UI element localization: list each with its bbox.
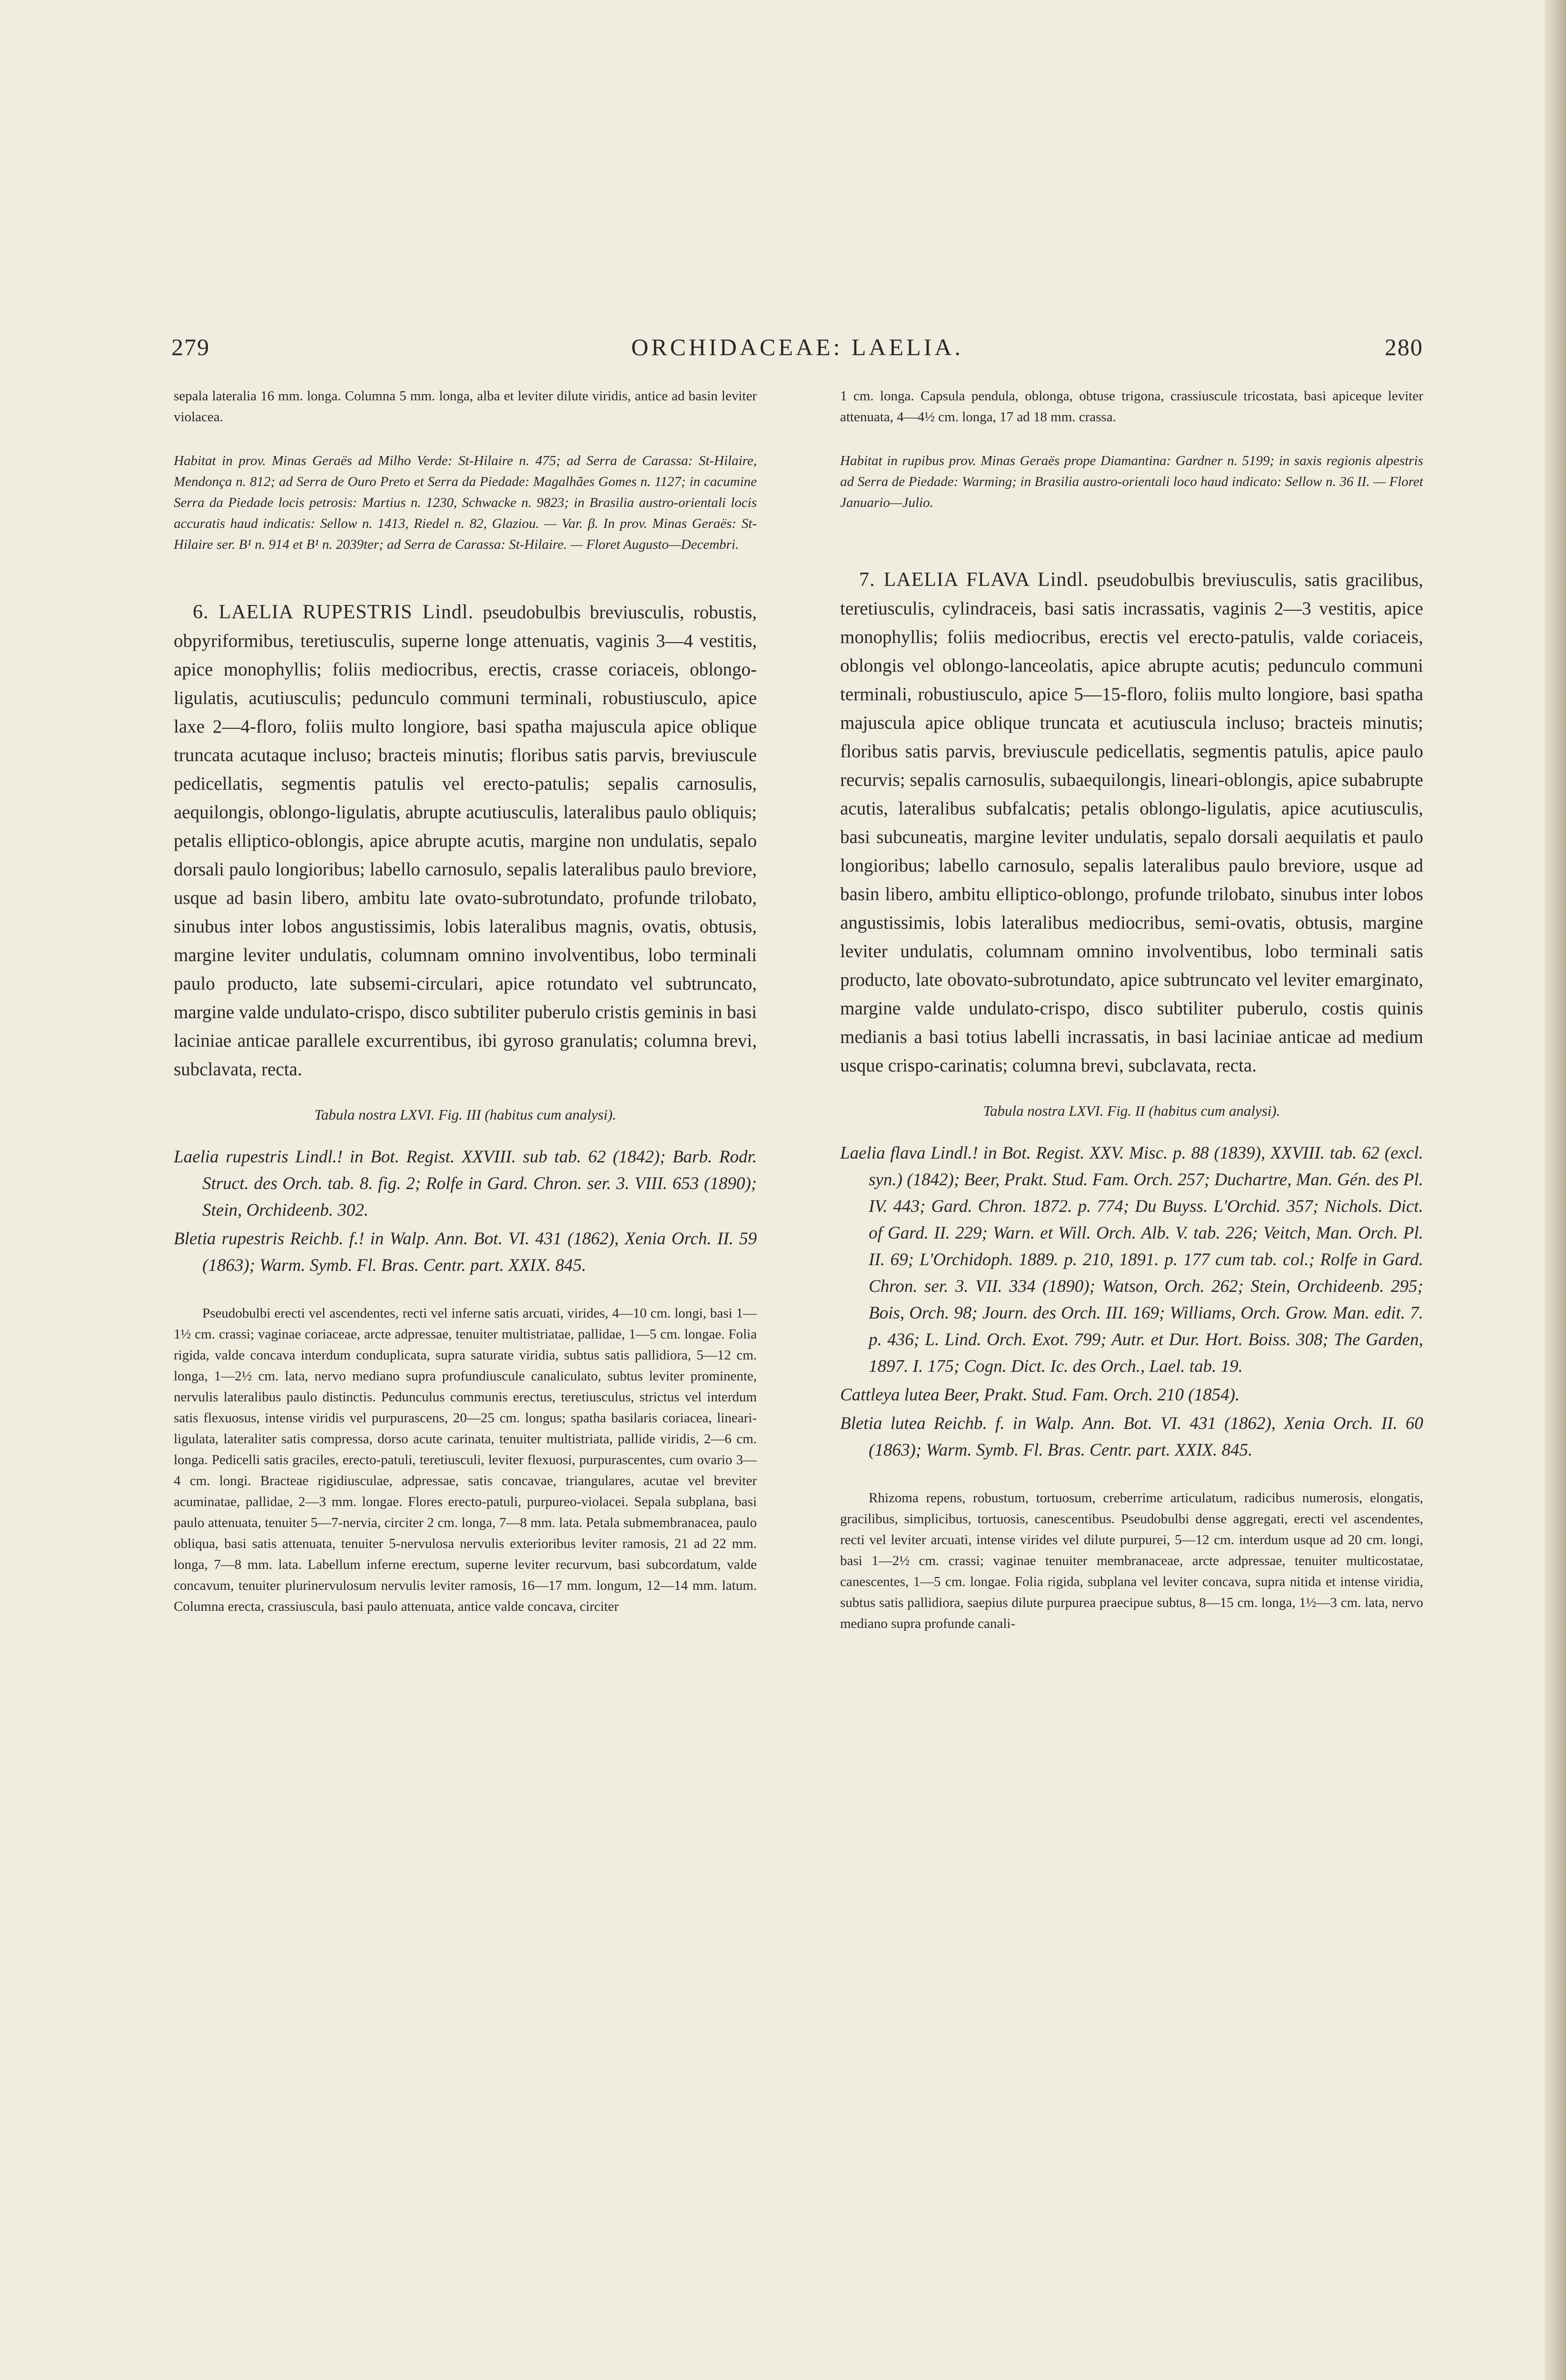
synonym-reference: Bletia rupestris Reichb. f.! in Walp. Ann. Bot. VI. 431 (1862), Xenia Orch. II. 59 (1863); Warm. Symb. Fl. Bras. Centr. part. XXIX. 845. [174,1229,757,1275]
left-column [174,386,757,2356]
synonym-reference: Cattleya lutea Beer, Prakt. Stud. Fam. Orch. 210 (1854). [840,1385,1240,1405]
species-heading: 6. LAELIA RUPESTRIS Lindl. [193,601,474,623]
page-number-right: 280 [1385,334,1423,360]
habitat-paragraph: Habitat in rupibus prov. Minas Geraës prope Diamantina: Gardner n. 5199; in saxis regionis alpestris ad Serra de Piedade: Warming; in Brasilia austro-orientali loco haud indicato: Sellow n. 36 II. — Floret Januario—Julio. [840,453,1423,510]
synonym-reference: Bletia lutea Reichb. f. in Walp. Ann. Bot. VI. 431 (1862), Xenia Orch. II. 60 (1863); Warm. Symb. Fl. Bras. Centr. part. XXIX. 845. [840,1414,1423,1460]
right-column [840,386,1423,2356]
species-description [840,565,1423,1080]
detailed-description: Pseudobulbi erecti vel ascendentes, recti vel inferne satis arcuati, virides, 4—10 cm. longi, basi 1—1½ cm. crassi; vaginae coriaceae, arcte adpressae, tenuiter multistriatae, pallidae, 1—5 cm. longae. Folia rigida, valde concava interdum conduplicata, supra saturate viridia, subtus satis pallidiora, 5—12 cm. longa, 1—2½ cm. lata, nervo mediano supra profundiuscule canaliculato, subtus leviter prominente, nervulis lateralibus paulo distinctis. Pedunculus communis erectus, teretiusculus, strictus vel interdum satis flexuosus, intense viridis vel purpurascens, 20—25 cm. longus; spatha basilaris coriacea, lineari-ligulata, lateraliter satis compressa, dorso acute carinata, tenuiter multistriata, pallide viridis, 2—6 cm. longa. Pedicelli satis graciles, erecto-patuli, teretiusculi, leviter flexuosi, purpurascentes, cum ovario 3—4 cm. longi. Bracteae rigidiusculae, adpressae, satis concavae, triangulares, acutae vel breviter acuminatae, pallidae, 2—3 mm. longae. Flores erecto-patuli, purpureo-violacei. Sepala subplana, basi paulo attenuata, tenuiter 5—7-nervia, circiter 2 cm. longa, 7—8 mm. lata. Petala submembranacea, paulo obliqua, basi satis attenuata, tenuiter 5-nervulosa nervulis exterioribus leviter ramosis, 21 ad 22 mm. longa, 7—8 mm. lata. Labellum inferne erectum, superne leviter recurvum, basi subcordatum, valde concavum, tenuiter plurinervulosum nervulis leviter ramosis, 16—17 mm. longum, 12—14 mm. latum. Columna erecta, crassiuscula, basi paulo attenuata, antice valde concava, circiter [174,1306,757,1614]
species-heading: 7. LAELIA FLAVA Lindl. [859,569,1089,591]
column-continuation-text: sepala lateralia 16 mm. longa. Columna 5 mm. longa, alba et leviter dilute viridis, antice ad basin leviter violacea. [174,388,757,425]
plate-reference: Tabula nostra LXVI. Fig. II (habitus cum analysi). [983,1102,1280,1119]
running-title: ORCHIDACEAE: LAELIA. [631,334,963,360]
page-edge-shadow [1545,0,1566,2380]
species-diagnosis: pseudobulbis breviusculis, satis gracilibus, teretiusculis, cylindraceis, basi satis incrassatis, vaginis 2—3 vestitis, apice monophyllis; foliis mediocribus, erectis vel erecto-patulis, valde coriaceis, oblongis vel oblongo-lanceolatis, apice abrupte acutis; pedunculo communi terminali, robustiusculo, apice 5—15-floro, foliis multo longiore, basi spatha majuscula apice oblique truncata et acutiuscula incluso; bracteis minutis; floribus satis parvis, breviuscule pedicellatis, segmentis patulis, apice paulo recurvis; sepalis carnosulis, subaequilongis, lineari-oblongis, apice subabrupte acutis, lateralibus subfalcatis; petalis oblongo-ligulatis, apice acutiusculis, basi subcuneatis, margine leviter undulatis, sepalo dorsali aequilatis et paulo longioribus; labello carnosulo, sepalis lateralibus paulo breviore, usque ad basin libero, ambitu elliptico-oblongo, profunde trilobato, sinubus inter lobos angustissimis, lobis lateralibus mediocribus, semi-ovatis, obtusis, margine leviter undulatis, columnam omnino involventibus, lobo terminali satis producto, late obovato-subrotundato, apice subtruncato vel leviter emarginato, margine valde undulato-crispo, disco subtiliter puberulo, costis quinis medianis a basi totius labelli incrassatis, in basi laciniae anticae ad medium usque crispo-carinatis; columna brevi, subclavata, recta. [840,570,1423,1076]
synonym-reference: Laelia rupestris Lindl.! in Bot. Regist. XXVIII. sub tab. 62 (1842); Barb. Rodr. Struct. des Orch. tab. 8. fig. 2; Rolfe in Gard. Chron. ser. 3. VIII. 653 (1890); Stein, Orchideenb. 302. [174,1147,757,1220]
species-description [174,598,757,1084]
habitat-paragraph: Habitat in prov. Minas Geraës ad Milho Verde: St-Hilaire n. 475; ad Serra de Carassa: St-Hilaire, Mendonça n. 812; ad Serra de Ouro Preto et Serra da Piedade: Magalhães Gomes n. 1127; in cacumine Serra da Piedade locis petrosis: Martius n. 1230, Schwacke n. 9823; in Brasilia austro-orientali locis accuratis haud indicatis: Sellow n. 1413, Riedel n. 82, Glaziou. — Var. β. In prov. Minas Geraës: St-Hilaire ser. B¹ n. 914 et B¹ n. 2039ter; ad Serra de Carassa: St-Hilaire. — Floret Augusto—Decembri. [174,453,757,552]
species-diagnosis: pseudobulbis breviusculis, robustis, obpyriformibus, teretiusculis, superne longe attenuatis, vaginis 3—4 vestitis, apice monophyllis; foliis mediocribus, erectis, crasse coriaceis, oblongo-ligulatis, acutiusculis; pedunculo communi terminali, robustiusculo, apice laxe 2—4-floro, foliis multo longiore, basi spatha majuscula apice oblique truncata acutaque incluso; bracteis minutis; floribus satis parvis, breviuscule pedicellatis, segmentis patulis vel erecto-patulis; sepalis carnosulis, aequilongis, oblongo-ligulatis, abrupte acutiusculis, lateralibus paulo obliquis; petalis elliptico-oblongis, apice abrupte acutis, margine non undulatis, sepalo dorsali paulo longioribus; labello carnosulo, sepalis lateralibus paulo breviore, usque ad basin libero, ambitu late ovato-subrotundato, profunde trilobato, sinubus inter lobos angustissimis, lobis lateralibus magnis, ovatis, obtusis, margine leviter undulatis, columnam omnino involventibus, lobo terminali paulo producto, late subsemi-circulari, apice rotundato vel subtruncato, margine valde undulato-crispo, disco subtiliter puberulo cristis geminis in basi laciniae anticae parallele excurrentibus, ibi gyroso granulatis; columna brevi, subclavata, recta. [174,602,757,1080]
page-number-left: 279 [171,334,210,360]
synonym-reference: Laelia flava Lindl.! in Bot. Regist. XXV. Misc. p. 88 (1839), XXVIII. tab. 62 (excl. syn.) (1842); Beer, Prakt. Stud. Fam. Orch. 257; Duchartre, Man. Gén. des Pl. IV. 443; Gard. Chron. 1872. p. 774; Du Buyss. L'Orchid. 357; Nichols. Dict. of Gard. II. 229; Warn. et Will. Orch. Alb. V. tab. 226; Veitch, Man. Orch. Pl. II. 69; L'Orchidoph. 1889. p. 210, 1891. p. 177 cum tab. col.; Rolfe in Gard. Chron. ser. 3. VII. 334 (1890); Watson, Orch. 262; Stein, Orchideenb. 295; Bois, Orch. 98; Journ. des Orch. III. 169; Williams, Orch. Grow. Man. edit. 7. p. 436; L. Lind. Orch. Exot. 799; Autr. et Dur. Hort. Boiss. 308; The Garden, 1897. I. 175; Cogn. Dict. Ic. des Orch., Lael. tab. 19. [840,1143,1423,1376]
plate-reference: Tabula nostra LXVI. Fig. III (habitus cum analysi). [314,1106,616,1123]
running-head [171,333,1423,371]
column-continuation-text: 1 cm. longa. Capsula pendula, oblonga, obtuse trigona, crassiuscule tricostata, basi apiceque leviter attenuata, 4—4½ cm. longa, 17 ad 18 mm. crassa. [840,388,1423,425]
detailed-description: Rhizoma repens, robustum, tortuosum, creberrime articulatum, radicibus numerosis, elongatis, gracilibus, simplicibus, tortuosis, canescentibus. Pseudobulbi dense aggregati, erecti vel ascendentes, recti vel leviter arcuati, intense virides vel dilute purpurei, 5—12 cm. interdum usque ad 20 cm. longi, basi 1—2½ cm. crassi; vaginae tenuiter membranaceae, arcte adpressae, tenuiter multicostatae, canescentes, 1—5 cm. longae. Folia rigida, subplana vel leviter concava, supra nitida et intense viridia, subtus satis pallidiora, saepius dilute purpurea praecipue subtus, 8—15 cm. longa, 1½—3 cm. lata, nervo mediano supra profunde canali- [840,1490,1423,1631]
